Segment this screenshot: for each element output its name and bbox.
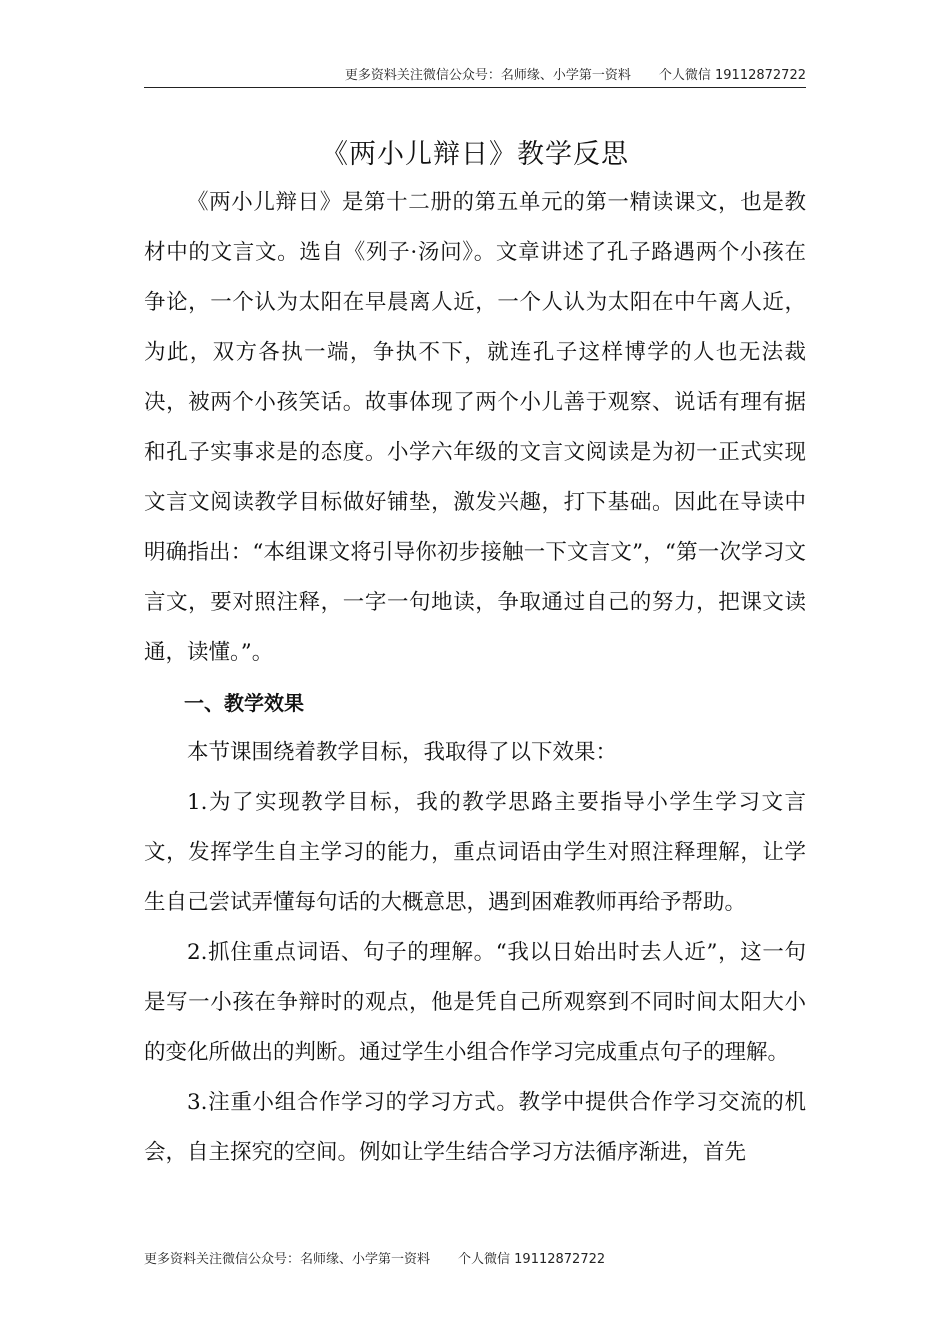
document-title: 《两小儿辩日》教学反思 [321, 139, 629, 170]
header-divider [144, 87, 806, 88]
point-2-paragraph: 2.抓住重点词语、句子的理解。“我以日始出时去人近”，这一句是写一小孩在争辩时的观点，他是凭自己所观察到不同时间太阳大小的变化所做出的判断。通过学生小组合作学习完成重点句子的理解。 [144, 940, 806, 1065]
page-footer [144, 1248, 806, 1267]
section-intro-paragraph: 本节课围绕着教学目标，我取得了以下效果： [187, 740, 618, 765]
footer-source-text: 更多资料关注微信公众号：名师缘、小学第一资料 [144, 1252, 431, 1267]
document-body [144, 178, 806, 1178]
header-contact-text: 个人微信 19112872722 [658, 68, 806, 83]
section-heading: 一、教学效果 [184, 691, 304, 715]
page-header [144, 64, 806, 83]
footer-contact-text: 个人微信 19112872722 [458, 1252, 606, 1267]
intro-paragraph: 《两小儿辩日》是第十二册的第五单元的第一精读课文，也是教材中的文言文。选自《列子·汤问》。文章讲述了孔子路遇两个小孩在争论，一个认为太阳在早晨离人近，一个人认为太阳在中午离人近，为此，双方各执一端，争执不下，就连孔子这样博学的人也无法裁决，被两个小孩笑话。故事体现了两个小儿善于观察、说话有理有据和孔子实事求是的态度。小学六年级的文言文阅读是为初一正式实现文言文阅读教学目标做好铺垫，激发兴趣，打下基础。因此在导读中明确指出：“本组课文将引导你初步接触一下文言文”，“第一次学习文言文，要对照注释，一字一句地读，争取通过自己的努力，把课文读通，读懂。”。 [144, 190, 806, 665]
point-1-paragraph: 1.为了实现教学目标，我的教学思路主要指导小学生学习文言文，发挥学生自主学习的能力，重点词语由学生对照注释理解，让学生自己尝试弄懂每句话的大概意思，遇到困难教师再给予帮助。 [144, 790, 806, 915]
point-3-paragraph: 3.注重小组合作学习的学习方式。教学中提供合作学习交流的机会，自主探究的空间。例如让学生结合学习方法循序渐进，首先 [144, 1090, 806, 1165]
header-source-text: 更多资料关注微信公众号：名师缘、小学第一资料 [344, 68, 631, 83]
